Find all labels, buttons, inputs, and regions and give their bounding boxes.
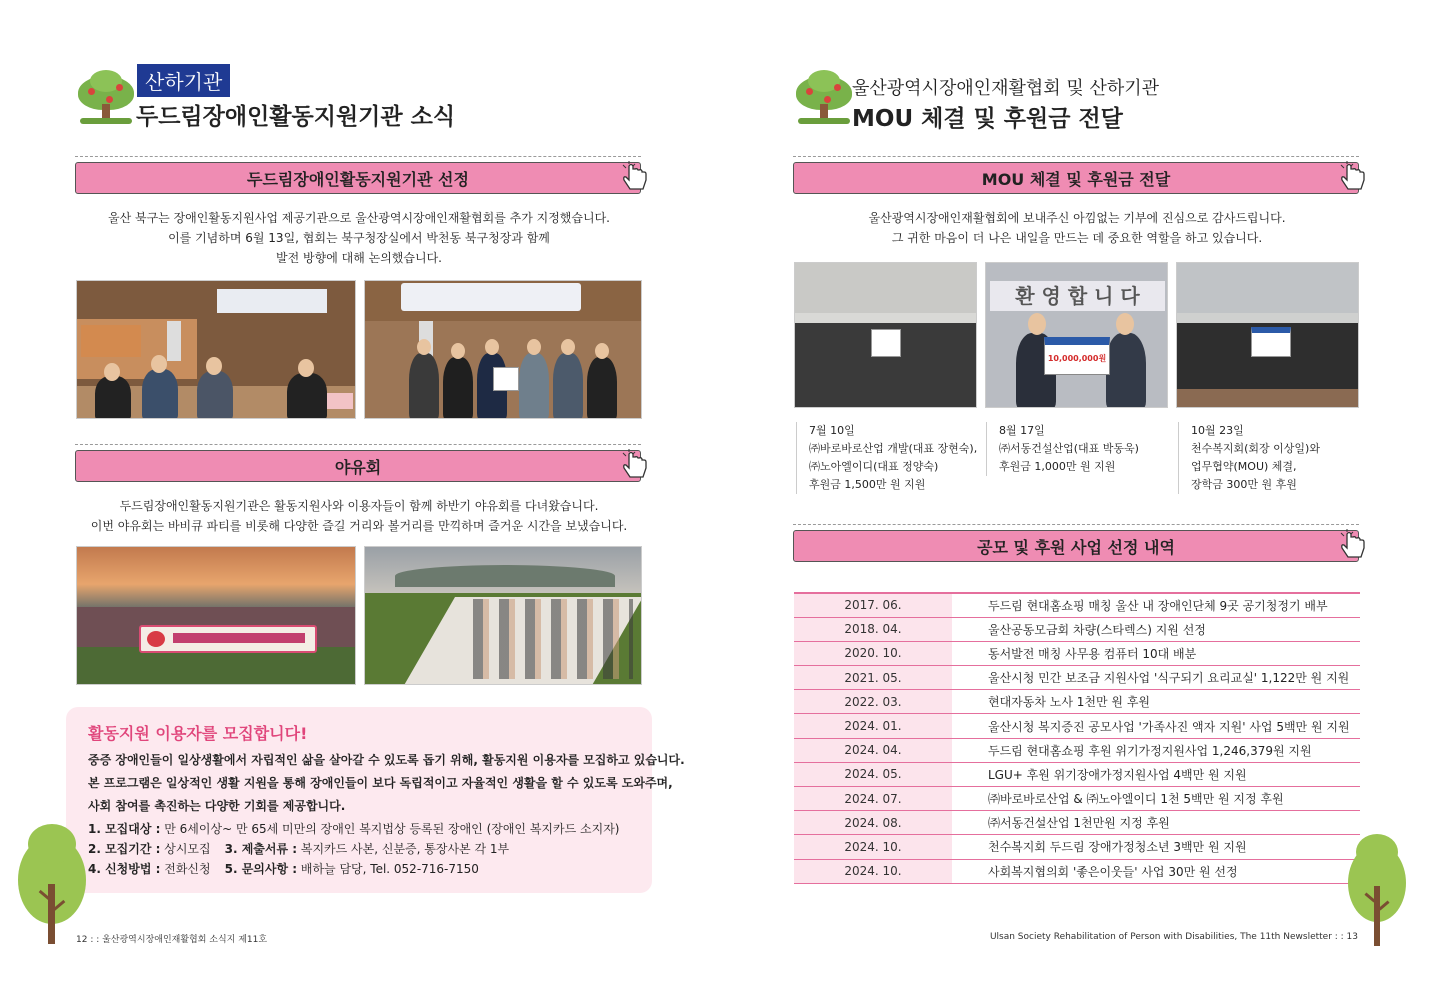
section-title: MOU 체결 및 후원금 전달 <box>793 162 1359 194</box>
row-description: ㈜서동건설산업 1천만원 지정 후원 <box>952 811 1360 835</box>
table-row <box>794 617 1360 641</box>
page-footer: Ulsan Society Rehabilitation of Person with Disabilities, The 11th Newsletter : : 13 <box>989 932 1358 942</box>
row-date: 2024. 04. <box>794 738 952 762</box>
row-date: 2024. 08. <box>794 811 952 835</box>
section-bar-selection <box>75 156 641 202</box>
table-row <box>794 593 1360 617</box>
photo-donation-1 <box>794 262 977 408</box>
row-description: 현대자동차 노사 1천만 원 후원 <box>952 690 1360 714</box>
table-row <box>794 787 1360 811</box>
caption-october: 10월 23일 천수복지회(회장 이상일)와 업무협약(MOU) 체결, 장학금 300만 원 후원 <box>1178 422 1320 494</box>
picnic-paragraph: 두드림장애인활동지원기관은 활동지원사와 이용자들이 함께 하반기 야유회를 다녀왔습니다. 이번 야유회는 바비큐 파티를 비롯해 다양한 즐길 거리와 볼거리를 만끽하며 즐거운 시간을 보냈습니다. <box>90 499 628 533</box>
row-date: 2024. 10. <box>794 835 952 859</box>
section-title: 공모 및 후원 사업 선정 내역 <box>793 530 1359 562</box>
table-row <box>794 666 1360 690</box>
recruit-period-documents: 2. 모집기간 : 상시모집 3. 제출서류 : 복지카드 사본, 신분증, 통장사본 각 1부 <box>88 842 510 856</box>
tree-icon <box>76 76 136 128</box>
caption-july: 7월 10일 ㈜바로바로산업 개발(대표 장현숙), ㈜노아엘이디(대표 정양숙) 후원금 1,500만 원 지원 <box>796 422 977 494</box>
row-date: 2024. 05. <box>794 762 952 786</box>
row-description: 두드림 현대홈쇼핑 후원 위기가정지원사업 1,246,379원 지원 <box>952 738 1360 762</box>
table-row <box>794 762 1360 786</box>
row-date: 2020. 10. <box>794 641 952 665</box>
category-badge: 산하기관 <box>137 64 230 97</box>
pointing-hand-icon <box>1337 160 1371 194</box>
row-date: 2024. 10. <box>794 859 952 883</box>
page-subtitle: 울산광역시장애인재활협회 및 산하기관 <box>852 78 1160 99</box>
photo-picnic-group <box>76 546 356 685</box>
thanks-paragraph: 울산광역시장애인재활협회에 보내주신 아낌없는 기부에 진심으로 감사드립니다. 그 귀한 마음이 더 나은 내일을 만드는 데 중요한 역할을 하고 있습니다. <box>868 211 1286 245</box>
page-footer: 12 : : 울산광역시장애인재활협회 소식지 제11호 <box>76 935 268 945</box>
row-date: 2018. 04. <box>794 617 952 641</box>
section-bar-picnic <box>75 444 641 490</box>
pointing-hand-icon <box>1337 528 1371 562</box>
table-row <box>794 641 1360 665</box>
row-description: 두드림 현대홈쇼핑 매칭 울산 내 장애인단체 9곳 공기청정기 배부 <box>952 593 1360 617</box>
tree-icon <box>14 824 90 944</box>
row-description: 울산공동모금회 차량(스타렉스) 지원 선정 <box>952 617 1360 641</box>
photo-donation-3 <box>1176 262 1359 408</box>
row-date: 2022. 03. <box>794 690 952 714</box>
row-description: 울산시청 복지증진 공모사업 '가족사진 액자 지원' 사업 5백만 원 지원 <box>952 714 1360 738</box>
page-title: 두드림장애인활동지원기관 소식 <box>136 104 456 130</box>
row-date: 2021. 05. <box>794 666 952 690</box>
photo-donation-2: 환 영 합 니 다 10,000,000원 <box>985 262 1168 408</box>
pointing-hand-icon <box>619 160 653 194</box>
recruit-details <box>88 819 619 879</box>
recruit-method-contact: 4. 신청방법 : 전화신청 5. 문의사항 : 배하늘 담당, Tel. 052-716-7150 <box>88 862 479 876</box>
section-title: 야유회 <box>75 450 641 482</box>
recruit-title: 활동지원 이용자를 모집합니다! <box>88 724 308 743</box>
table-row <box>794 690 1360 714</box>
row-description: 사회복지협의회 '좋은이웃들' 사업 30만 원 선정 <box>952 859 1360 883</box>
recruit-box <box>66 707 685 893</box>
row-description: 천수복지회 두드림 장애가정청소년 3백만 원 지원 <box>952 835 1360 859</box>
table-row <box>794 811 1360 835</box>
caption-august: 8월 17일 ㈜서동건설산업(대표 박동욱) 후원금 1,000만 원 지원 <box>986 422 1139 476</box>
row-description: 동서발전 매칭 사무용 컴퓨터 10대 배분 <box>952 641 1360 665</box>
section-bar-mou <box>793 156 1359 202</box>
recruit-description: 중증 장애인들이 일상생활에서 자립적인 삶을 살아갈 수 있도록 돕기 위해, 활동지원 이용자를 모집하고 있습니다. 본 프로그램은 일상적인 생활 지원을 통해 장애인들이 보다 독립적이고 자율적인 생활을 할 수 있도록 도와주며, 사회 참여를 촉진하는 다양한 기회를 제공합니다. <box>88 753 685 813</box>
tree-icon <box>794 76 854 128</box>
row-date: 2017. 06. <box>794 593 952 617</box>
table-row <box>794 714 1360 738</box>
row-description: LGU+ 후원 위기장애가정지원사업 4백만 원 지원 <box>952 762 1360 786</box>
table-row <box>794 738 1360 762</box>
section-title: 두드림장애인활동지원기관 선정 <box>75 162 641 194</box>
history-table <box>794 592 1360 884</box>
row-date: 2024. 01. <box>794 714 952 738</box>
table-row <box>794 835 1360 859</box>
intro-paragraph: 울산 북구는 장애인활동지원사업 제공기관으로 울산광역시장애인재활협회를 추가 지정했습니다. 이를 기념하며 6월 13일, 협회는 북구청장실에서 박천동 북구청장과 함께 발전 방향에 대해 논의했습니다. <box>108 211 610 265</box>
row-description: 울산시청 민간 보조금 지원사업 '식구되기 요리교실' 1,122만 원 지원 <box>952 666 1360 690</box>
photo-picnic-lawn <box>364 546 642 685</box>
tree-icon <box>1344 834 1410 946</box>
right-page <box>718 0 1436 982</box>
row-date: 2024. 07. <box>794 787 952 811</box>
row-description: ㈜바로바로산업 & ㈜노아엘이디 1천 5백만 원 지정 후원 <box>952 787 1360 811</box>
photo-meeting-1 <box>76 280 356 419</box>
recruit-target: 1. 모집대상 : 만 6세이상~ 만 65세 미만의 장애인 복지법상 등록된 장애인 (장애인 복지카드 소지자) <box>88 822 620 836</box>
page-title: MOU 체결 및 후원금 전달 <box>852 106 1123 132</box>
photo-meeting-2 <box>364 280 642 419</box>
table-row <box>794 859 1360 883</box>
pointing-hand-icon <box>619 448 653 482</box>
section-bar-history <box>793 524 1359 570</box>
